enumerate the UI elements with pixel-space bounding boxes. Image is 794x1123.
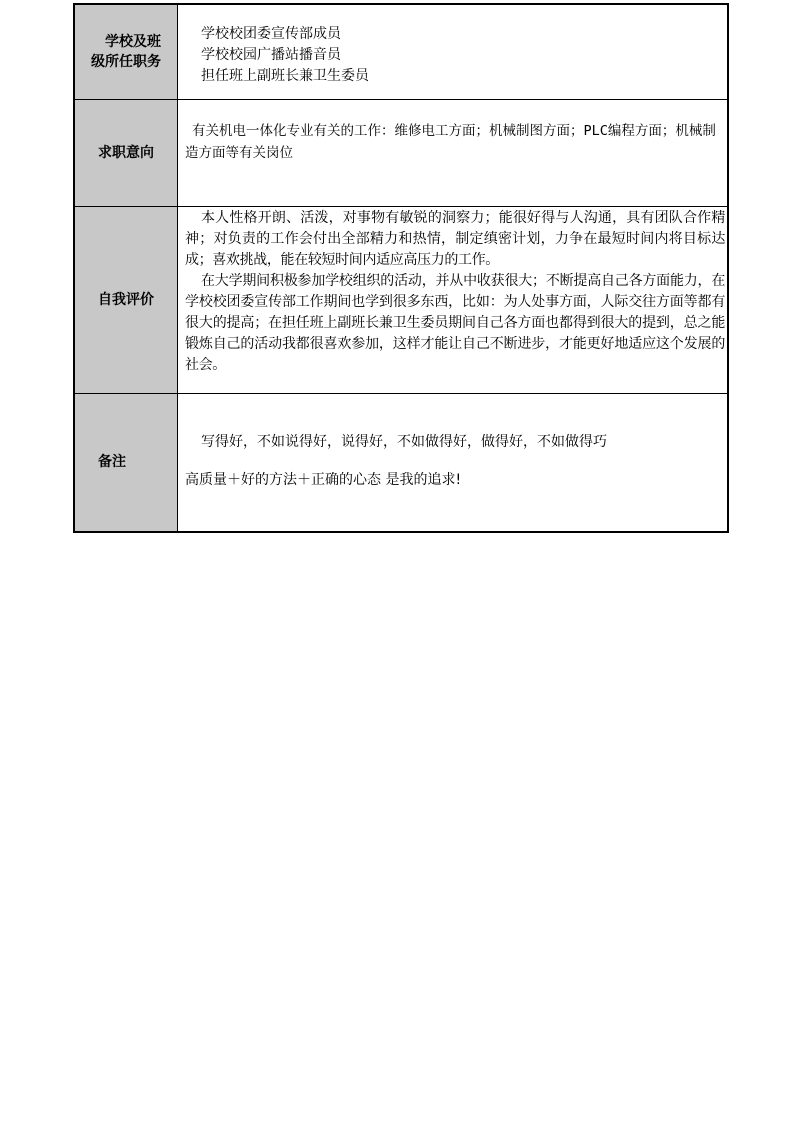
resume-table xyxy=(73,3,729,533)
row-remark xyxy=(74,393,728,532)
row-self-evaluation xyxy=(74,206,728,393)
positions-label-cell xyxy=(74,4,178,99)
intention-text: 有关机电一体化专业有关的工作：维修电工方面；机械制图方面；PLC编程方面；机械制造方面等有关岗位 xyxy=(185,122,716,161)
row-positions xyxy=(74,4,728,99)
position-item-1: 学校校团委宣传部成员 xyxy=(201,26,341,42)
remark-label-cell xyxy=(74,393,178,532)
position-item-3: 担任班上副班长兼卫生委员 xyxy=(201,68,369,84)
positions-label-line2: 级所任职务 xyxy=(91,53,161,70)
positions-list xyxy=(185,5,725,87)
self-evaluation-paragraph-1: 本人性格开朗、活泼，对事物有敏锐的洞察力；能很好得与人沟通，具有团队合作精神；对负责的工作会付出全部精力和热情，制定缜密计划，力争在最短时间内将目标达成；喜欢挑战，能在较短时间内适应高压力的工作。 xyxy=(185,209,725,268)
intention-content-cell xyxy=(178,99,729,206)
remark-content-cell xyxy=(178,393,729,532)
position-item-2: 学校校园广播站播音员 xyxy=(201,47,341,63)
positions-content-cell xyxy=(178,4,729,99)
positions-label xyxy=(91,32,161,72)
remark-line-2: 高质量＋好的方法＋正确的心态 是我的追求! xyxy=(185,471,462,488)
self-evaluation-label: 自我评价 xyxy=(98,291,154,308)
remark-text xyxy=(185,394,725,491)
remark-line-1: 写得好，不如说得好，说得好，不如做得好，做得好，不如做得巧 xyxy=(201,433,607,450)
self-evaluation-paragraph-2: 在大学期间积极参加学校组织的活动，并从中收获很大；不断提高自己各方面能力，在学校校团委宣传部工作期间也学到很多东西，比如：为人处事方面，人际交往方面等都有很大的提高；在担任班上副班长兼卫生委员期间自己各方面也都得到很大的提到，总之能锻炼自己的活动我都很喜欢参加，这样才能让自己不断进步，才能更好地适应这个发展的社会。 xyxy=(185,272,725,373)
row-intention xyxy=(74,99,728,206)
self-evaluation-label-cell xyxy=(74,206,178,393)
self-evaluation-content-cell xyxy=(178,206,729,393)
intention-label: 求职意向 xyxy=(98,144,154,161)
remark-label: 备注 xyxy=(98,454,126,471)
self-evaluation-text xyxy=(185,207,725,376)
positions-label-line1: 学校及班 xyxy=(105,33,161,50)
intention-label-cell xyxy=(74,99,178,206)
